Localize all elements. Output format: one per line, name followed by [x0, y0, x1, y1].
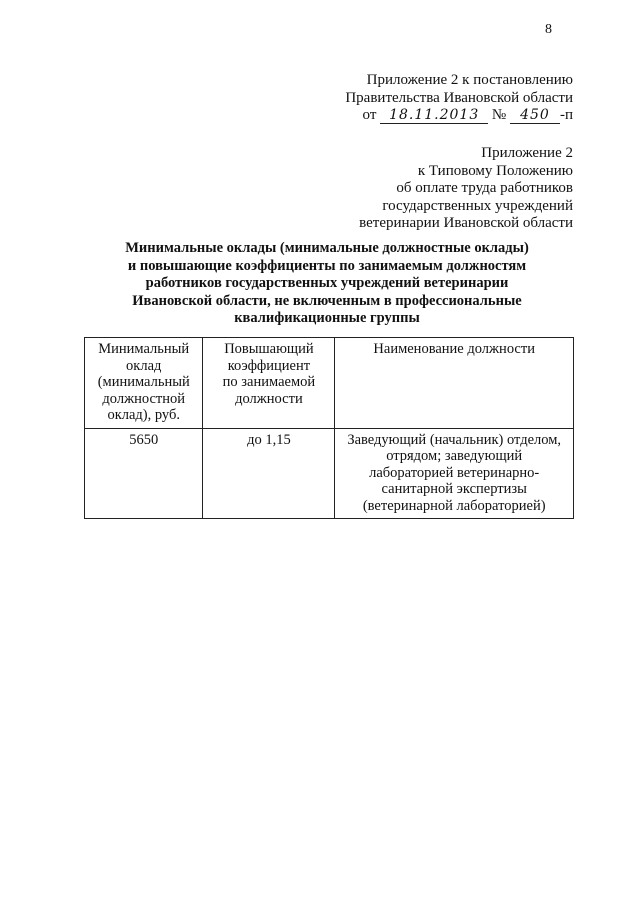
- header-min-salary-line: (минимальный: [97, 374, 190, 390]
- header-coefficient-line: коэффициент: [227, 357, 311, 374]
- order-prefix: от: [362, 107, 377, 123]
- cell-position-line: Заведующий (начальник) отделом,: [347, 431, 562, 448]
- page-number: 8: [545, 22, 552, 37]
- decree-header: [345, 72, 573, 125]
- cell-coefficient: до 1,15: [203, 428, 335, 519]
- appendix-line-4: государственных учреждений: [382, 197, 573, 214]
- table-row: [85, 428, 574, 519]
- header-min-salary: [85, 338, 203, 429]
- header-coefficient-line: должности: [235, 390, 303, 407]
- header-min-salary-line: Минимальный: [98, 341, 190, 357]
- appendix-line-5: ветеринарии Ивановской области: [359, 215, 573, 231]
- title-line-5: квалификационные группы: [234, 310, 420, 327]
- header-coefficient-line: по занимаемой: [222, 374, 316, 390]
- document-title: [84, 240, 570, 328]
- header-min-salary-line: оклад: [126, 357, 162, 374]
- header-min-salary-line: оклад), руб.: [107, 407, 180, 423]
- header-position-name: [335, 338, 574, 429]
- order-number-handwritten: 450: [510, 108, 560, 124]
- decree-header-line-2: Правительства Ивановской области: [345, 89, 573, 106]
- cell-salary: 5650: [85, 428, 203, 519]
- appendix-line-2: к Типовому Положению: [417, 162, 573, 179]
- title-line-2: и повышающие коэффициенты по занимаемым должностям: [127, 257, 527, 274]
- cell-position-line: лабораторией ветеринарно-: [369, 464, 540, 481]
- appendix-line-3: об оплате труда работников: [396, 180, 573, 196]
- header-coefficient: [203, 338, 335, 429]
- order-suffix: -п: [559, 107, 573, 123]
- title-line-1: Минимальные оклады (минимальные должностные оклады): [125, 240, 529, 256]
- table-header-row: [85, 338, 574, 429]
- decree-order-line: [345, 107, 573, 125]
- order-number-label: №: [491, 107, 507, 123]
- cell-position-line: санитарной экспертизы: [381, 481, 527, 497]
- appendix-line-1: Приложение 2: [481, 145, 573, 161]
- cell-position: [335, 428, 574, 519]
- salary-table: [84, 337, 574, 519]
- header-min-salary-line: должностной: [102, 390, 186, 407]
- header-position-line: Наименование должности: [373, 341, 535, 357]
- cell-position-line: (ветеринарной лабораторией): [362, 497, 546, 514]
- title-line-4: Ивановской области, не включенным в профессиональные: [132, 292, 522, 309]
- order-date-handwritten: 18.11.2013: [380, 108, 488, 124]
- decree-header-line-1: Приложение 2 к постановлению: [366, 72, 573, 88]
- header-coefficient-line: Повышающий: [224, 341, 314, 357]
- cell-position-line: отрядом; заведующий: [386, 448, 523, 464]
- title-line-3: работников государственных учреждений ветеринарии: [145, 275, 509, 292]
- appendix-header: [359, 145, 573, 233]
